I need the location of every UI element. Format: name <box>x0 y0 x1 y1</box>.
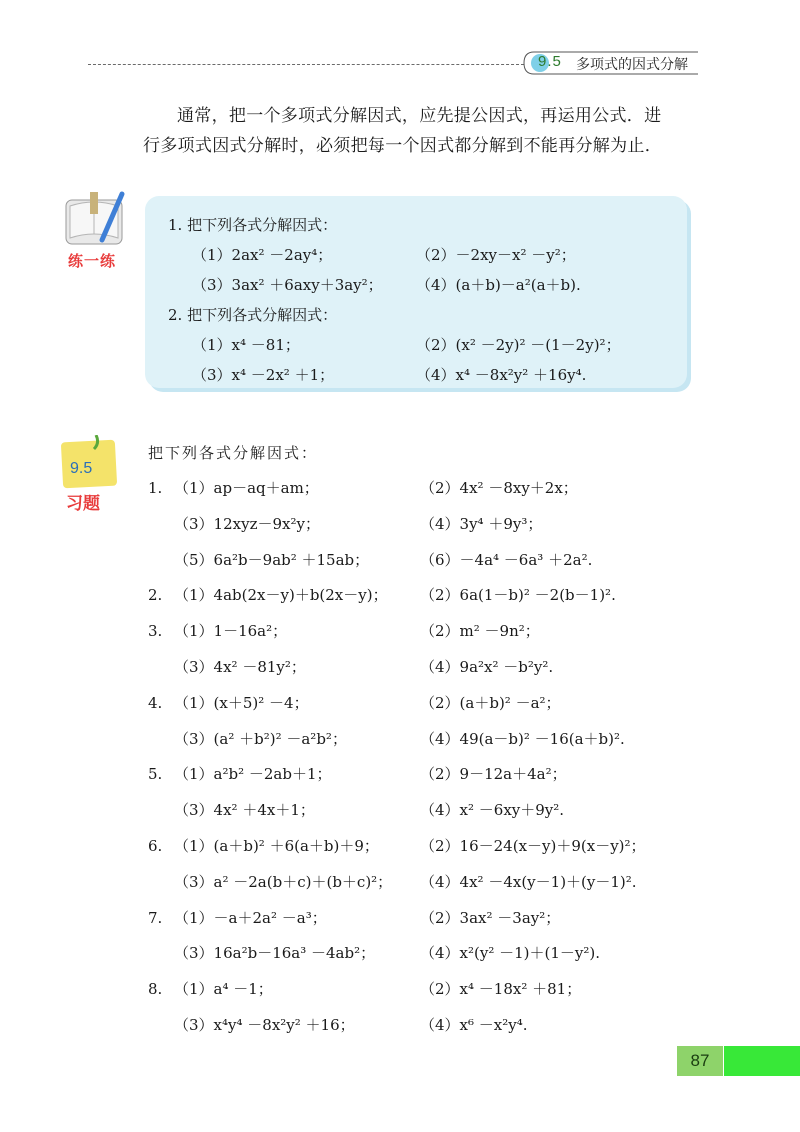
intro-paragraph <box>143 101 698 161</box>
exercise-row <box>148 1007 708 1043</box>
exercise-row <box>148 542 708 578</box>
practice-content <box>168 210 688 390</box>
exercise-number: 3. <box>148 622 163 641</box>
exercise-item: （3）a² －2a(b＋c)＋(b＋c)²； <box>174 872 393 891</box>
exercise-badge-label: 习题 <box>66 494 100 513</box>
exercise-item: （4）9a²x² －b²y². <box>420 657 554 676</box>
chapter-header <box>520 48 700 78</box>
exercise-item: （2）3ax² －3ay²； <box>420 908 561 927</box>
page-number-bar <box>724 1046 800 1076</box>
exercise-item: （3）4x² －81y²； <box>174 657 306 676</box>
exercise-number: 5. <box>148 765 163 784</box>
exercise-item: （3）(a² ＋b²)² －a²b²； <box>174 729 347 748</box>
exercise-item: （2）16－24(x－y)＋9(x－y)²； <box>420 836 646 855</box>
exercise-row <box>148 864 708 900</box>
practice-q1-title <box>168 210 688 240</box>
exercise-row <box>148 756 708 792</box>
exercise-list <box>148 436 708 1043</box>
exercise-row <box>148 900 708 936</box>
exercise-item: （3）12xyz－9x²y； <box>174 514 320 533</box>
practice-row <box>168 270 688 300</box>
exercise-item: （4）49(a－b)² －16(a＋b)². <box>420 729 625 748</box>
exercise-item: （3）16a²b－16a³ －4ab²； <box>174 944 376 963</box>
exercise-item: （6）－4a⁴ －6a³ ＋2a². <box>420 550 593 569</box>
exercise-item: （1）a²b² －2ab＋1； <box>174 765 332 784</box>
exercise-item: （5）6a²b－9ab² ＋15ab； <box>174 550 370 569</box>
chapter-title: 多项式的因式分解 <box>576 56 688 72</box>
exercise-title: 把下列各式分解因式： <box>148 444 319 462</box>
exercise-item: （4）x²(y² －1)＋(1－y²). <box>420 944 601 963</box>
practice-q1-title-text: 1. 把下列各式分解因式： <box>168 216 338 234</box>
practice-item: （1）x⁴ －81； <box>192 336 300 354</box>
exercise-row <box>148 685 708 721</box>
exercise-row <box>148 649 708 685</box>
exercise-item: （1）－a＋2a² －a³； <box>174 908 327 927</box>
exercise-row <box>148 470 708 506</box>
exercise-item: （3）x⁴y⁴ －8x²y² ＋16； <box>174 1015 355 1034</box>
practice-label: 练一练 <box>68 253 117 270</box>
exercise-item: （2）9－12a＋4a²； <box>420 765 567 784</box>
exercise-number: 2. <box>148 586 163 605</box>
exercise-item: （3）4x² ＋4x＋1； <box>174 801 315 820</box>
exercise-row <box>148 506 708 542</box>
header-divider <box>88 64 524 65</box>
practice-item: （1）2ax² －2ay⁴； <box>192 246 333 264</box>
practice-row <box>168 360 688 390</box>
practice-item: （4）(a＋b)－a²(a＋b). <box>416 276 581 294</box>
exercise-item: （2）6a(1－b)² －2(b－1)². <box>420 586 616 605</box>
practice-item: （2）－2xy－x² －y²； <box>416 246 576 264</box>
practice-q2-title <box>168 300 688 330</box>
page-number: 87 <box>677 1046 723 1076</box>
practice-item: （2）(x² －2y)² －(1－2y)²； <box>416 336 621 354</box>
intro-line-2: 行多项式因式分解时，必须把每一个因式都分解到不能再分解为止． <box>143 136 662 156</box>
chapter-number: 9.5 <box>538 53 562 70</box>
exercise-number: 1. <box>148 479 163 497</box>
practice-item: （3）3ax² ＋6axy＋3ay²； <box>192 276 383 294</box>
exercise-row <box>148 721 708 757</box>
exercise-row <box>148 613 708 649</box>
practice-row <box>168 240 688 270</box>
exercise-item: （2）(a＋b)² －a²； <box>420 693 561 712</box>
exercise-row <box>148 577 708 613</box>
exercise-row <box>148 971 708 1007</box>
exercise-item: （1）a⁴ －1； <box>174 980 273 999</box>
exercise-item: （1）(x＋5)² －4； <box>174 693 309 712</box>
exercise-item: （2）4x² －8xy＋2x； <box>420 479 578 497</box>
exercise-number: 6. <box>148 836 163 855</box>
exercise-item: （2）m² －9n²； <box>420 622 540 641</box>
exercise-item: （4）4x² －4x(y－1)＋(y－1)². <box>420 872 637 891</box>
practice-row <box>168 330 688 360</box>
exercise-number: 8. <box>148 980 163 999</box>
exercise-item: （4）x² －6xy＋9y². <box>420 801 565 820</box>
exercise-row <box>148 828 708 864</box>
exercise-item: （4）x⁶ －x²y⁴. <box>420 1015 528 1034</box>
practice-item: （3）x⁴ －2x² ＋1； <box>192 366 335 384</box>
practice-q2-title-text: 2. 把下列各式分解因式： <box>168 306 338 324</box>
exercise-number: 7. <box>148 908 163 927</box>
exercise-row <box>148 935 708 971</box>
exercise-row <box>148 792 708 828</box>
exercise-item: （1）ap－aq＋am； <box>174 479 319 497</box>
exercise-badge-icon <box>60 435 122 515</box>
exercise-item: （1）1－16a²； <box>174 622 288 641</box>
practice-item: （4）x⁴ －8x²y² ＋16y⁴. <box>416 366 587 384</box>
exercise-item: （1）4ab(2x－y)＋b(2x－y)； <box>174 586 388 605</box>
exercise-item: （1）(a＋b)² ＋6(a＋b)＋9； <box>174 836 379 855</box>
intro-line-1: 通常，把一个多项式分解因式，应先提公因式，再运用公式．进 <box>177 106 662 126</box>
exercise-item: （2）x⁴ －18x² ＋81； <box>420 980 582 999</box>
exercise-number: 4. <box>148 693 163 712</box>
exercise-badge-number: 9.5 <box>70 460 93 477</box>
exercise-item: （4）3y⁴ ＋9y³； <box>420 514 543 533</box>
